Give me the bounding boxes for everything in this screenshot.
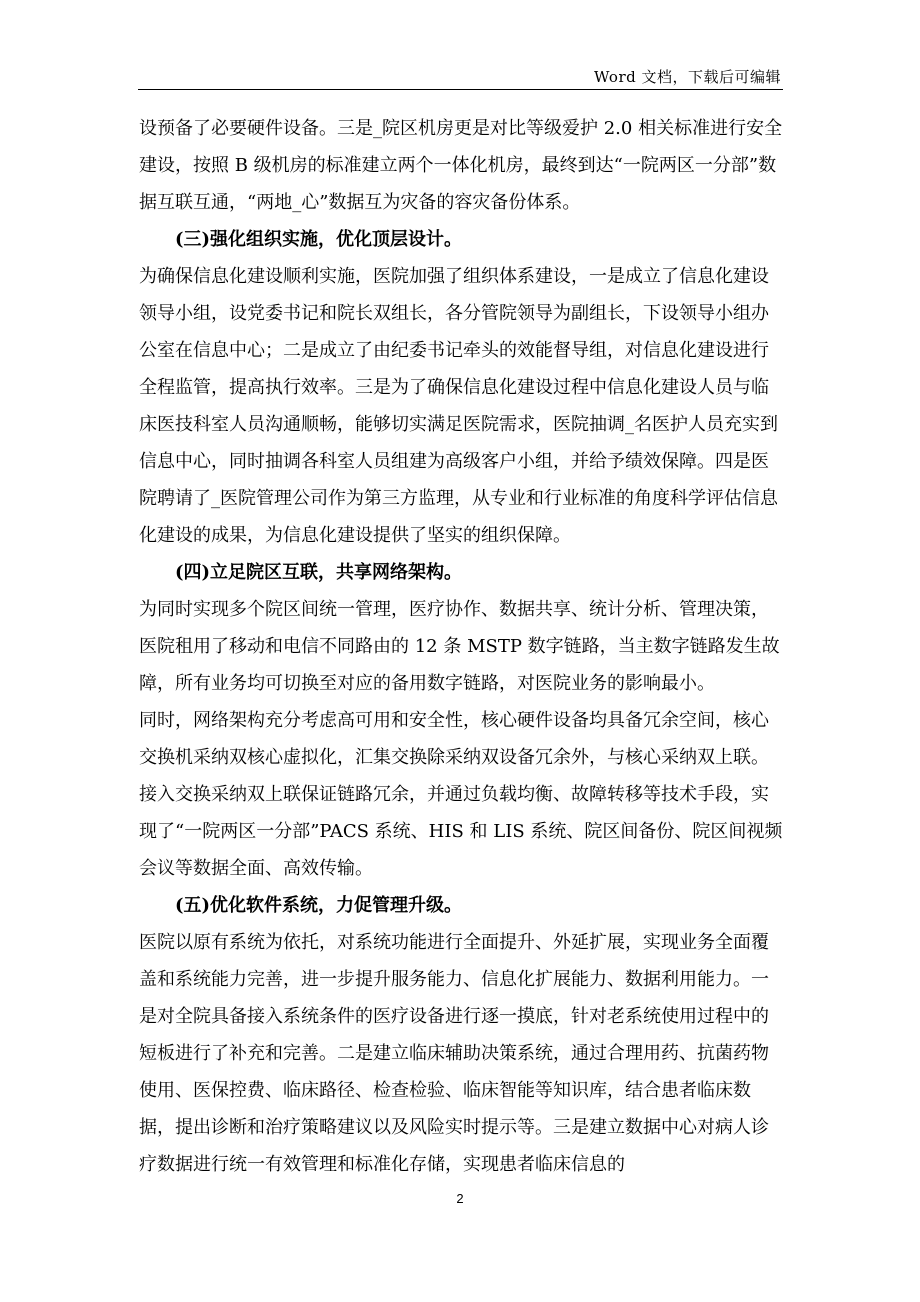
page-header: Word 文档，下载后可编辑: [594, 68, 781, 86]
paragraph: 为同时实现多个院区间统一管理，医疗协作、数据共享、统计分析、管理决策，医院租用了移动和电信不同路由的 12 条 MSTP 数字链路，当主数字链路发生故障，所有业务均可切换至对应的备用数字链路，对医院业务的影响最小。: [139, 599, 780, 694]
paragraph: 同时，网络架构充分考虑高可用和安全性，核心硬件设备均具备冗余空间，核心交换机采纳双核心虚拟化，汇集交换除采纳双设备冗余外，与核心采纳双上联。接入交换采纳双上联保证链路冗余，并通过负载均衡、故障转移等技术手段，实现了“一院两区一分部”PACS 系统、HIS 和 LIS 系统、院区间备份、院区间视频会议等数据全面、高效传输。: [139, 710, 783, 879]
paragraph: 为确保信息化建设顺利实施，医院加强了组织体系建设，一是成立了信息化建设领导小组，设党委书记和院长双组长，各分管院领导为副组长，下设领导小组办公室在信息中心；二是成立了由纪委书记牵头的效能督导组，对信息化建设进行全程监管，提高执行效率。三是为了确保信息化建设过程中信息化建设人员与临床医技科室人员沟通顺畅，能够切实满足医院需求，医院抽调_名医护人员充实到信息中心，同时抽调各科室人员组建为高级客户小组，并给予绩效保障。四是医院聘请了_医院管理公司作为第三方监理，从专业和行业标准的角度科学评估信息化建设的成果，为信息化建设提供了坚实的组织保障。: [139, 266, 778, 546]
page-number: 2: [456, 1191, 464, 1206]
paragraph: 医院以原有系统为依托，对系统功能进行全面提升、外延扩展，实现业务全面覆盖和系统能力完善，进一步提升服务能力、信息化扩展能力、数据利用能力。一是对全院具备接入系统条件的医疗设备进行逐一摸底，针对老系统使用过程中的短板进行了补充和完善。二是建立临床辅助决策系统，通过合理用药、抗菌药物使用、医保控费、临床路径、检查检验、临床智能等知识库，结合患者临床数据，提出诊断和治疗策略建议以及风险实时提示等。三是建立数据中心对病人诊疗数据进行统一有效管理和标准化存储，实现患者临床信息的: [139, 932, 769, 1175]
paragraph: 设预备了必要硬件设备。三是_院区机房更是对比等级爱护 2.0 相关标准进行安全建设，按照 B 级机房的标准建立两个一体化机房，最终到达“一院两区一分部”数据互联互通，“两地_心”数据互为灾备的容灾备份体系。: [139, 118, 783, 213]
header-rule: [138, 89, 783, 90]
document-body: [139, 110, 783, 1183]
section-heading: (五)优化软件系统，力促管理升级。: [175, 895, 463, 916]
section-heading: (三)强化组织实施，优化顶层设计。: [175, 229, 463, 250]
section-heading: (四)立足院区互联，共享网络架构。: [175, 562, 463, 583]
